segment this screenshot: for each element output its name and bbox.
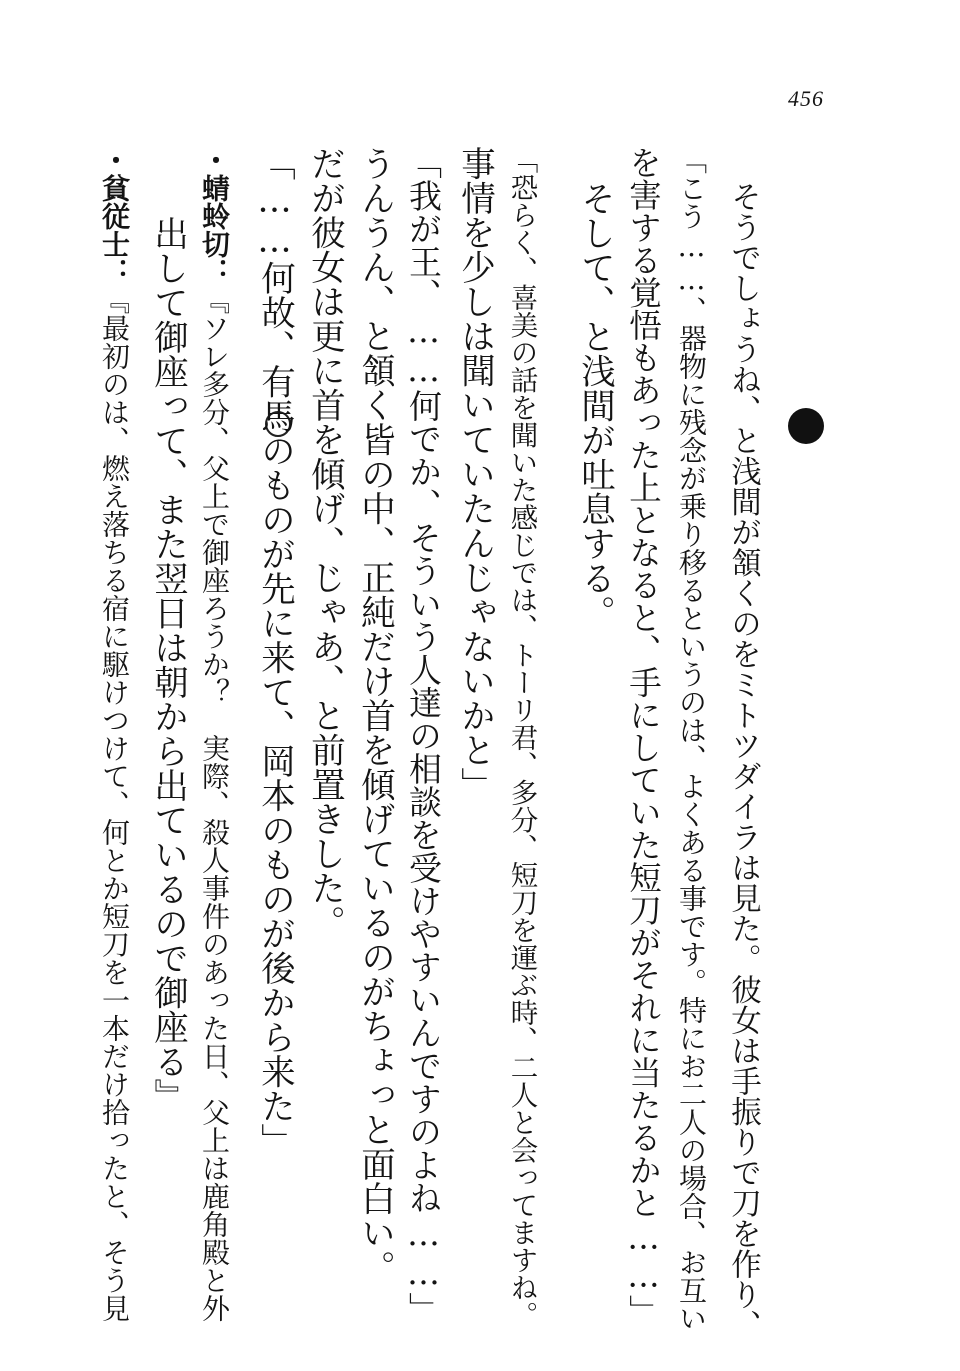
chat-line bbox=[198, 146, 231, 1322]
chat-speaker: ・貧従士： bbox=[98, 146, 131, 286]
chat-line bbox=[98, 146, 131, 1322]
chat-text: 『ソレ多分、父上で御座ろうか？ 実際、殺人事件のあった日、父上は鹿角殿と外 bbox=[198, 286, 231, 1322]
text-line: そうでしょうね、と浅間が頷くのをミトツダイラは見た。彼女は手振りで刀を作り、 bbox=[725, 181, 761, 1340]
text-line: だが彼女は更に首を傾げ、じゃあ、と前置きした。 bbox=[304, 146, 345, 940]
chat-text: 『最初のは、燃え落ちる宿に駆けつけて、何とか短刀を一本だけ拾ったと、そう見 bbox=[98, 286, 131, 1322]
page-number: 456 bbox=[788, 86, 824, 111]
text-line: そして、と浅間が吐息する。 bbox=[574, 181, 615, 630]
text-line: 「我が王、……何でか、そういう人達の相談を受けやすいんですのよね……」 bbox=[404, 146, 443, 1325]
chat-speaker: ・蜻蛉切： bbox=[198, 146, 231, 286]
text-line: 「恐らく、喜美の話を聞いた感じでは、トーリ君、多分、短刀を運ぶ時、二人と会ってますね。 bbox=[505, 146, 538, 1329]
text-line: 「……何故、有馬のものが先に来て、岡本のものが後から来た」 bbox=[254, 146, 295, 1158]
text-line: 事情を少しは聞いていたんじゃないかと」 bbox=[454, 146, 495, 802]
text-line: うんうん、と頷く皆の中、正純だけ首を傾げているのがちょっと面白い。 bbox=[354, 146, 395, 1285]
chat-line-continuation: 出して御座って、また翌日は朝から出ているので御座る』 bbox=[147, 216, 188, 1113]
text-line: を害する覚悟もあった上となると、手にしていた短刀がそれに当たるかと……」 bbox=[624, 146, 663, 1327]
text-line: 「こう……、器物に残念が乗り移るというのは、よくある事です。特にお二人の場合、お互い bbox=[675, 146, 708, 1332]
section-marker-filled-circle-icon bbox=[788, 408, 824, 444]
